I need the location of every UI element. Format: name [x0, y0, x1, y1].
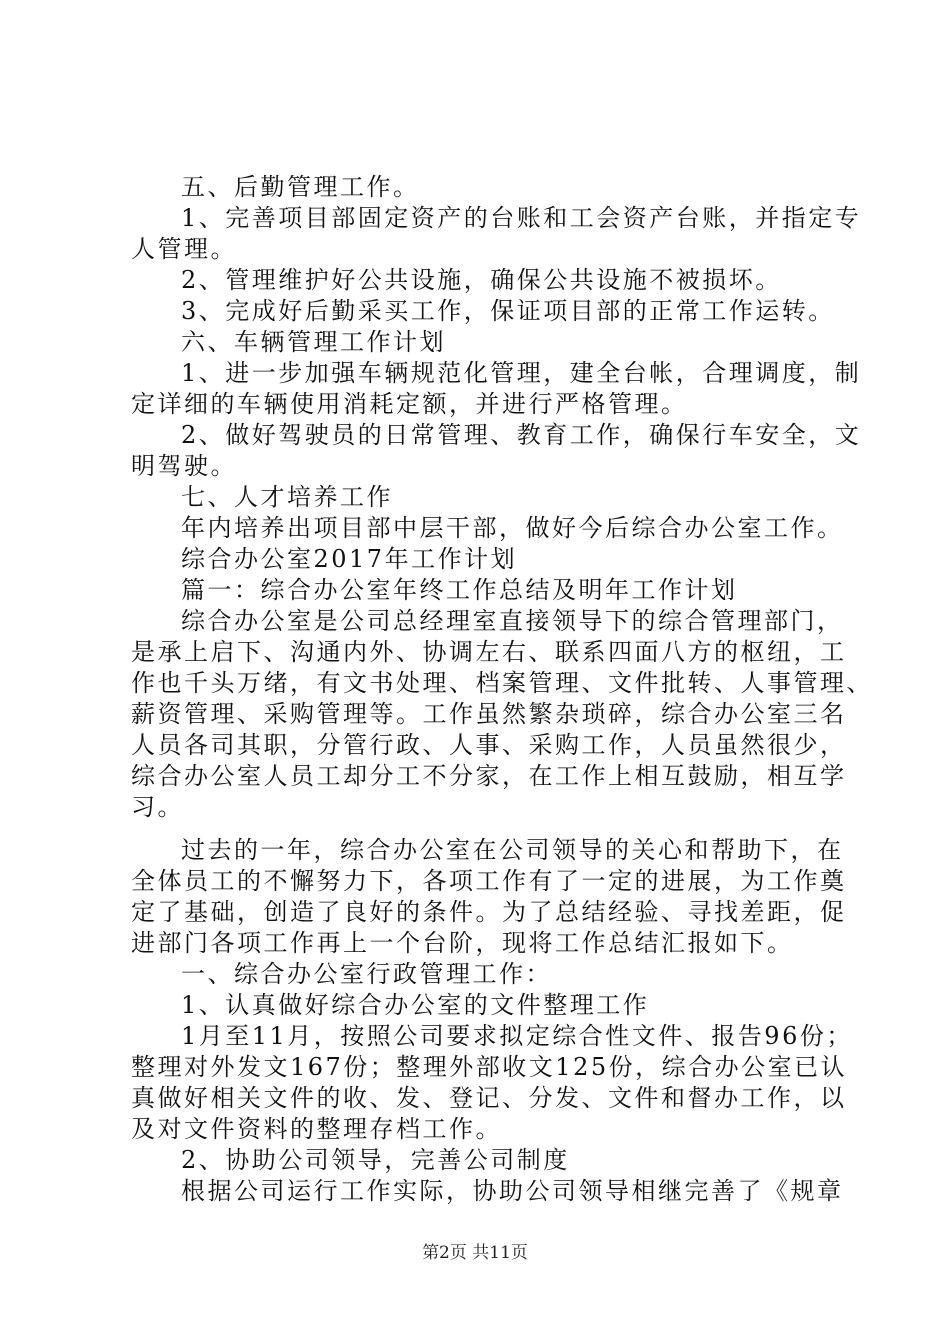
paragraph-line: 定了基础，创造了良好的条件。为了总结经验、寻找差距，促 [131, 898, 847, 926]
heading-section-7: 七、人才培养工作 [181, 483, 393, 511]
paragraph-line: 1、完善项目部固定资产的台账和工会资产台账，并指定专 [181, 204, 862, 232]
paragraph-line: 1月至11月，按照公司要求拟定综合性文件、报告96份； [181, 1022, 853, 1050]
paragraph-line: 3、完成好后勤采买工作，保证项目部的正常工作运转。 [181, 297, 835, 325]
paragraph-line: 综合办公室是公司总经理室直接领导下的综合管理部门， [181, 607, 844, 635]
paragraph-line: 人员各司其职，分管行政、人事、采购工作，人员虽然很少， [131, 731, 847, 759]
paragraph-line: 是承上启下、沟通内外、协调左右、联系四面八方的枢纽，工 [131, 638, 847, 666]
paragraph-line: 1、进一步加强车辆规范化管理，建全台帐，合理调度，制 [181, 359, 862, 387]
document-title: 综合办公室2017年工作计划 [181, 545, 518, 573]
heading-subsection-1: 一、综合办公室行政管理工作： [181, 960, 552, 988]
heading-section-6: 六、车辆管理工作计划 [181, 328, 446, 356]
paragraph-line: 综合办公室人员工却分工不分家，在工作上相互鼓励，相互学 [131, 762, 847, 790]
paragraph-line: 真做好相关文件的收、发、登记、分发、文件和督办工作，以 [131, 1084, 847, 1112]
paragraph-line: 作也千头万绪，有文书处理、档案管理、文件批转、人事管理、 [131, 669, 873, 697]
paragraph-line: 2、管理维护好公共设施，确保公共设施不被损坏。 [181, 266, 782, 294]
paragraph-line: 整理对外发文167份；整理外部收文125份，综合办公室已认 [131, 1053, 848, 1081]
paragraph-line: 2、协助公司领导，完善公司制度 [181, 1146, 570, 1174]
page-footer [0, 1243, 950, 1263]
paragraph-line: 根据公司运行工作实际，协助公司领导相继完善了《规章 [181, 1177, 844, 1205]
paragraph-line: 明驾驶。 [131, 452, 237, 480]
page-number-label: 第2页 共11页 [422, 1243, 528, 1263]
paragraph-line: 进部门各项工作再上一个台阶，现将工作总结汇报如下。 [131, 929, 794, 957]
paragraph-line: 2、做好驾驶员的日常管理、教育工作，确保行车安全，文 [181, 421, 862, 449]
paragraph-line: 习。 [131, 793, 184, 821]
paragraph-line: 及对文件资料的整理存档工作。 [131, 1115, 502, 1143]
heading-section-5: 五、后勤管理工作。 [181, 173, 420, 201]
document-body [131, 172, 873, 1207]
paragraph-line: 1、认真做好综合办公室的文件整理工作 [181, 991, 650, 1019]
paragraph-line: 全体员工的不懈努力下，各项工作有了一定的进展，为工作奠 [131, 867, 847, 895]
paragraph-line: 薪资管理、采购管理等。工作虽然繁杂琐碎，综合办公室三名 [131, 700, 847, 728]
paragraph-line: 定详细的车辆使用消耗定额，并进行严格管理。 [131, 390, 688, 418]
paragraph-line: 年内培养出项目部中层干部，做好今后综合办公室工作。 [181, 514, 844, 542]
article-title: 篇一：综合办公室年终工作总结及明年工作计划 [181, 576, 738, 604]
paragraph-line: 过去的一年，综合办公室在公司领导的关心和帮助下，在 [181, 836, 844, 864]
paragraph-line: 人管理。 [131, 235, 237, 263]
